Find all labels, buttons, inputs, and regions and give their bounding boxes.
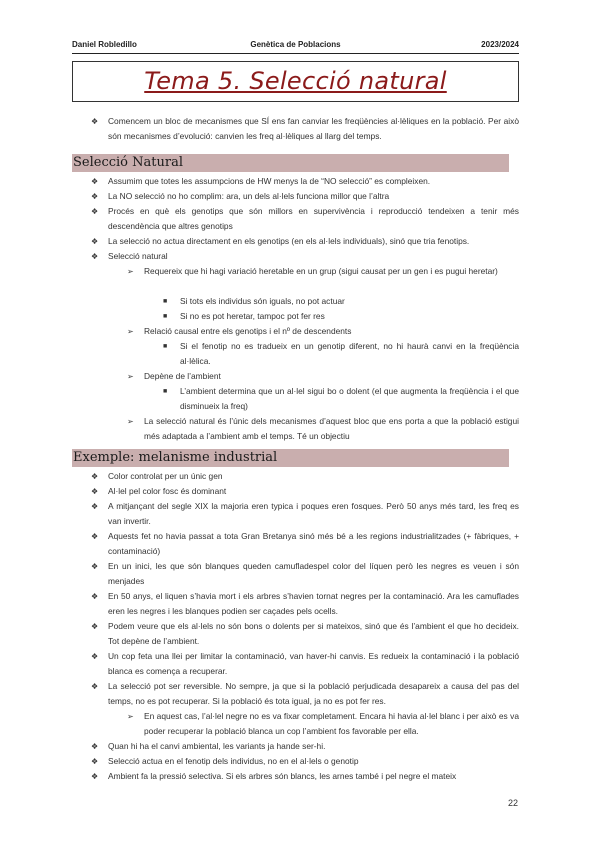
title-box [72,61,519,102]
square-bullet-marker: ■ [163,313,168,320]
sub-bullet-marker: ➢ [127,327,134,336]
list-item: Quan hi ha el canvi ambiental, les variants ja hande ser-hi. [108,741,326,751]
list-item: Un cop feta una llei per limitar la contaminació, van haver-hi canvis. Es redueix la contaminació i la població blanca es comença a recuperar. [108,651,519,676]
bullet-marker: ❖ [91,252,99,261]
list-item: En aquest cas, l’al·lel negre no es va fixar completament. Encara hi havia al·lel blanc i per això es va poder recuperar la població blanca un cop l’ambient fos favorable per ella. [144,711,519,736]
bullet-marker: ❖ [91,772,99,781]
bullet-marker: ❖ [91,192,99,201]
page-title: Tema 5. Selecció natural [144,67,447,95]
list-item: Aquests fet no havia passat a tota Gran Bretanya sinó més bé a les regions industrialitzades (+ fàbriques, + contaminació) [108,531,519,556]
list-item: Ambient fa la pressió selectiva. Si els arbres són blancs, les arnes també i pel negre el mateix [108,771,457,781]
list-item: Procés en què els genotips que són millors en supervivència i reproducció tendeixen a tenir més descendència que altres genotips [108,206,519,231]
header-year: 2023/2024 [481,40,519,49]
list-item: L’ambient determina que un al·lel sigui bo o dolent (el que augmenta la freqüència i el que disminueix la freq) [180,386,519,411]
list-item: En un inici, les que són blanques queden camufladespel color del líquen però les negres es veuen i són menjades [108,561,519,586]
bullet-marker: ❖ [91,757,99,766]
bullet-marker: ❖ [91,502,99,511]
list-item: Si tots els individus són iguals, no pot actuar [180,296,345,306]
list-item: La selecció natural és l’únic dels mecanismes d’aquest bloc que ens porta a que la població estigui més adaptada a l’ambient amb el temps. Té un objectiu [144,416,519,441]
list-item: Al·lel pel color fosc és dominant [108,486,227,496]
bullet-marker: ❖ [91,592,99,601]
square-bullet-marker: ■ [163,298,168,305]
sub-bullet-marker: ➢ [127,267,134,276]
square-bullet-marker: ■ [163,388,168,395]
bullet-marker: ❖ [91,562,99,571]
bullet-marker: ❖ [91,177,99,186]
list-item: Relació causal entre els genotips i el nº de descendents [144,326,352,336]
bullet-marker: ❖ [91,652,99,661]
section-heading-industrial-melanism: Exemple: melanisme industrial [72,449,509,467]
list-item: Podem veure que els al·lels no són bons o dolents per si mateixos, sinó que és l’ambient el que ho decideix. Tot depène de l’ambient. [108,621,519,646]
list-item: Selecció natural [108,251,168,261]
bullet-marker: ❖ [91,117,99,126]
list-item: Selecció actua en el fenotip dels individus, no en el al·lels o genotip [108,756,359,766]
list-item: A mitjançant del segle XIX la majoria eren typica i poques eren fosques. Però 50 anys més tard, les freq es van invertir. [108,501,519,526]
list-item: En 50 anys, el liquen s’havia mort i els arbres s’havien tornat negres per la contaminació. Ara les camuflades eren les negres i les blanques podien ser caçades pels ocells. [108,591,519,616]
bullet-marker: ❖ [91,487,99,496]
sub-bullet-marker: ➢ [127,417,134,426]
bullet-marker: ❖ [91,682,99,691]
list-item: Si el fenotip no es tradueix en un genotip diferent, no hi haurà canvi en la freqüència al·lèlica. [180,341,519,366]
list-item: La selecció no actua directament en els genotips (en els al·lels individuals), sinó que tria fenotips. [108,236,470,246]
list-item: Si no es pot heretar, tampoc pot fer res [180,311,325,321]
bullet-marker: ❖ [91,742,99,751]
list-item: Color controlat per un únic gen [108,471,223,481]
list-item: Requereix que hi hagi variació heretable en un grup (sigui causat per un gen i es pugui heretar) [144,266,498,276]
list-item: La NO selecció no ho complim: ara, un dels al·lels funciona millor que l’altra [108,191,390,201]
header-subject: Genètica de Poblacions [250,40,341,49]
page-number: 22 [508,798,519,808]
section-heading-natural-selection: Selecció Natural [72,154,509,172]
square-bullet-marker: ■ [163,343,168,350]
bullet-marker: ❖ [91,622,99,631]
bullet-marker: ❖ [91,237,99,246]
list-item: La selecció pot ser reversible. No sempre, ja que si la població perjudicada desapareix a causa del pas del temps, no es pot recuperar. Si la població és tota igual, ja no es pot fer res. [108,681,519,706]
sub-bullet-marker: ➢ [127,372,134,381]
bullet-marker: ❖ [91,207,99,216]
bullet-marker: ❖ [91,472,99,481]
list-item: Assumim que totes les assumpcions de HW menys la de “NO selecció” es compleixen. [108,176,431,186]
intro-paragraph: Comencem un bloc de mecanismes que SÍ ens fan canviar les freqüències al·lèliques en la població. Per això són mecanismes d’evolució: canvien les freq al·lèliques al llarg del temps. [108,116,519,141]
bullet-marker: ❖ [91,532,99,541]
list-item: Depène de l’ambient [144,371,221,381]
sub-bullet-marker: ➢ [127,712,134,721]
header-author: Daniel Robledillo [72,40,137,49]
page-header [72,38,519,54]
